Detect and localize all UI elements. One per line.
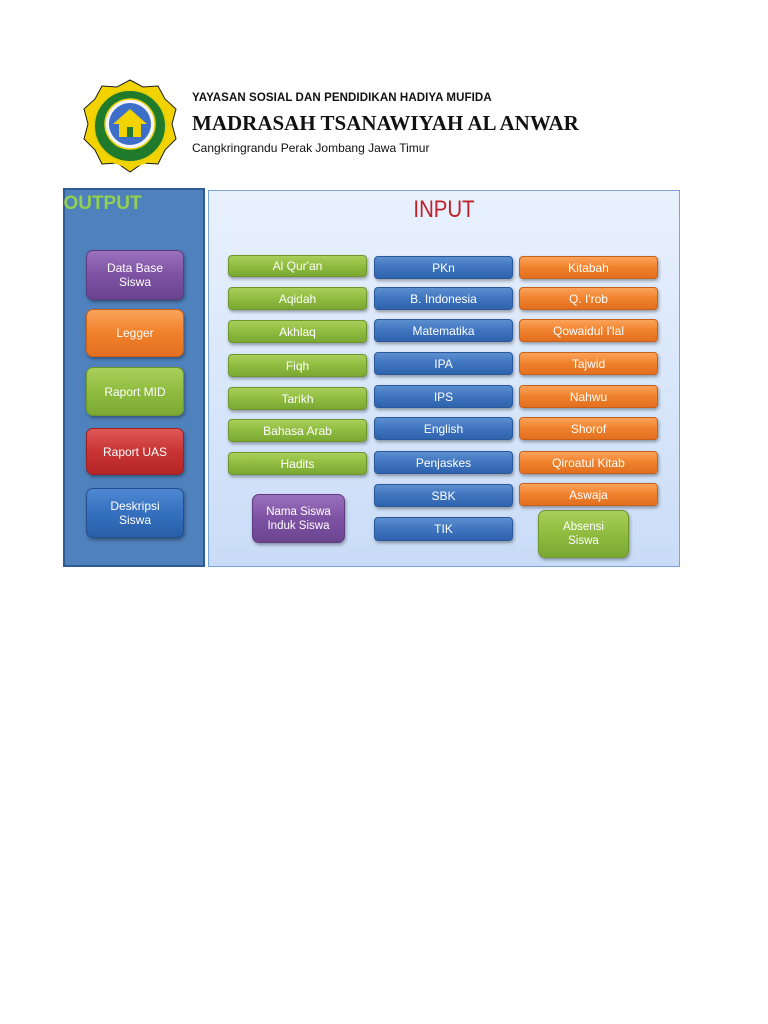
- absensi-siswa-button[interactable]: Absensi Siswa: [538, 510, 629, 558]
- subject-button-b-indonesia[interactable]: B. Indonesia: [374, 287, 513, 310]
- subject-button-bahasa-arab[interactable]: Bahasa Arab: [228, 419, 367, 442]
- school-logo: [83, 79, 177, 173]
- subject-button-al-quran[interactable]: Al Qur'an: [228, 255, 367, 277]
- subject-button-tajwid[interactable]: Tajwid: [519, 352, 658, 375]
- input-title: INPUT: [413, 196, 475, 223]
- subject-button-fiqh[interactable]: Fiqh: [228, 354, 367, 377]
- subject-button-sbk[interactable]: SBK: [374, 484, 513, 507]
- subject-button-shorof[interactable]: Shorof: [519, 417, 658, 440]
- foundation-name: YAYASAN SOSIAL DAN PENDIDIKAN HADIYA MUFIDA: [192, 92, 492, 104]
- output-title: OUTPUT: [63, 193, 142, 214]
- subject-button-ips[interactable]: IPS: [374, 385, 513, 408]
- subject-button-nahwu[interactable]: Nahwu: [519, 385, 658, 408]
- subject-button-hadits[interactable]: Hadits: [228, 452, 367, 475]
- raport-mid-button[interactable]: Raport MID: [86, 367, 184, 416]
- subject-button-english[interactable]: English: [374, 417, 513, 440]
- database-siswa-button[interactable]: Data Base Siswa: [86, 250, 184, 300]
- subject-button-tarikh[interactable]: Tarikh: [228, 387, 367, 410]
- subject-button-qowaidul-ilal[interactable]: Qowaidul I'lal: [519, 319, 658, 342]
- nama-siswa-button[interactable]: Nama Siswa Induk Siswa: [252, 494, 345, 543]
- subject-button-aqidah[interactable]: Aqidah: [228, 287, 367, 310]
- subject-button-aswaja[interactable]: Aswaja: [519, 483, 658, 506]
- raport-uas-button[interactable]: Raport UAS: [86, 428, 184, 475]
- school-address: Cangkringrandu Perak Jombang Jawa Timur: [192, 141, 430, 155]
- subject-button-akhlaq[interactable]: Akhlaq: [228, 320, 367, 343]
- subject-button-pkn[interactable]: PKn: [374, 256, 513, 279]
- deskripsi-siswa-button[interactable]: Deskripsi Siswa: [86, 488, 184, 538]
- subject-button-qiroatul-kitab[interactable]: Qiroatul Kitab: [519, 451, 658, 474]
- legger-button[interactable]: Legger: [86, 309, 184, 357]
- subject-button-tik[interactable]: TIK: [374, 517, 513, 541]
- subject-button-penjaskes[interactable]: Penjaskes: [374, 451, 513, 474]
- subject-button-ipa[interactable]: IPA: [374, 352, 513, 375]
- subject-button-q-irob[interactable]: Q. I'rob: [519, 287, 658, 310]
- school-name: MADRASAH TSANAWIYAH AL ANWAR: [192, 111, 579, 135]
- subject-button-kitabah[interactable]: Kitabah: [519, 256, 658, 279]
- subject-button-matematika[interactable]: Matematika: [374, 319, 513, 342]
